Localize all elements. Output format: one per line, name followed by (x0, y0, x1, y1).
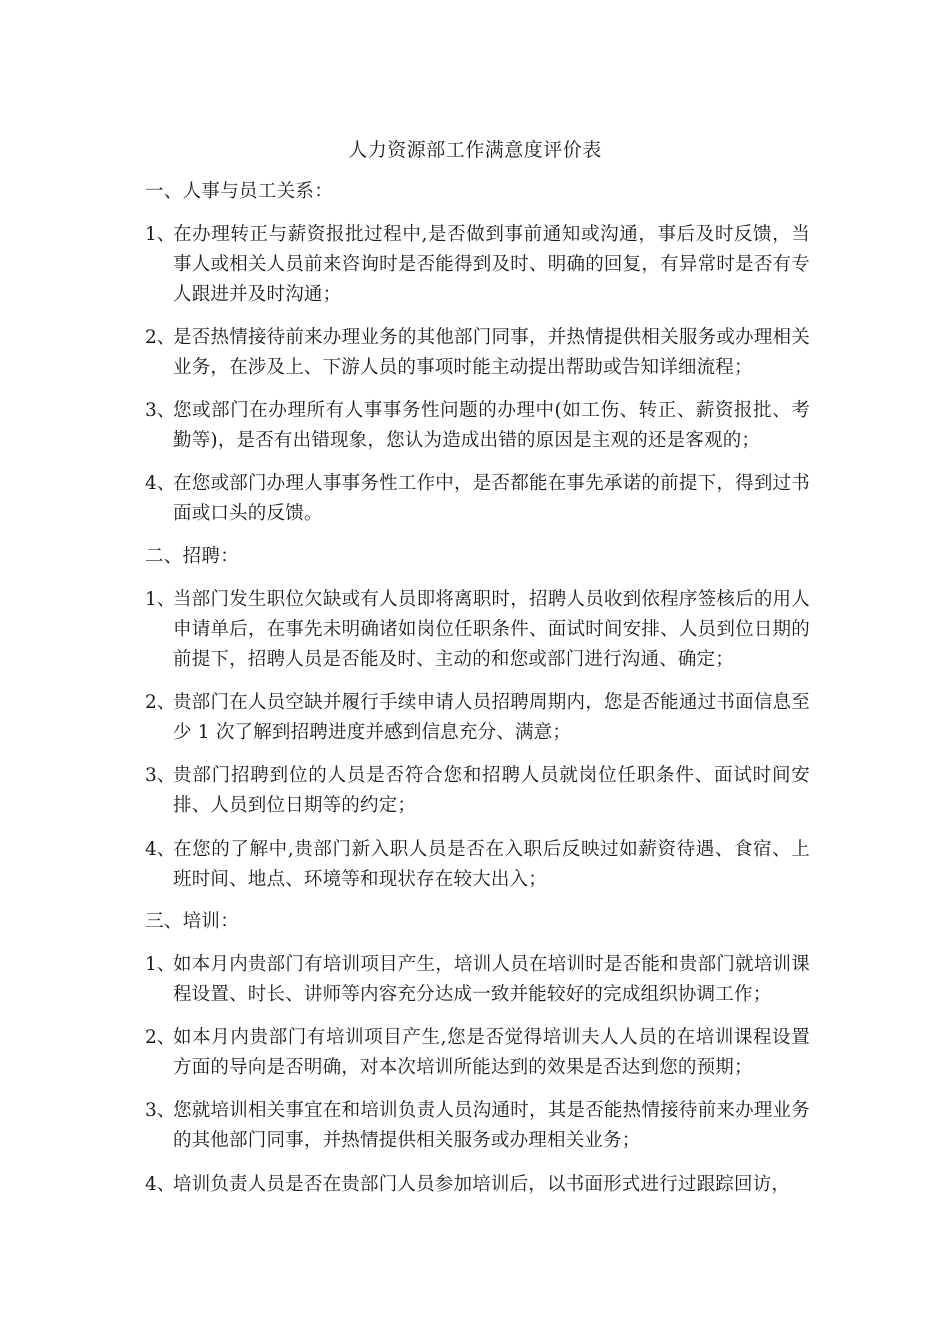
section-heading-recruitment: 二、招聘： (145, 546, 240, 567)
item-text: 贵部门招聘到位的人员是否符合您和招聘人员就岗位任职条件、面试时间安排、人员到位日期等的约定； (173, 765, 810, 816)
item-text: 贵部门在人员空缺并履行手续申请人员招聘周期内，您是否能通过书面信息至少 1 次了解到招聘进度并感到信息充分、满意； (173, 692, 810, 743)
list-item (145, 761, 810, 821)
item-text: 当部门发生职位欠缺或有人员即将离职时，招聘人员收到依程序签核后的用人申请单后，在事先未明确诸如岗位任职条件、面试时间安排、人员到位日期的前提下，招聘人员是否能及时、主动的和您或部门进行沟通、确定； (173, 589, 810, 670)
section-heading-personnel: 一、人事与员工关系： (145, 181, 334, 202)
list-item (145, 396, 810, 456)
list-item (145, 950, 810, 1010)
item-text: 在您的了解中,贵部门新入职人员是否在入职后反映过如薪资待遇、食宿、上班时间、地点、环境等和现状存在较大出入； (173, 839, 810, 890)
list-item (145, 835, 810, 895)
list-item (145, 469, 810, 529)
item-number: 3、 (145, 400, 176, 421)
item-number: 4、 (145, 1174, 176, 1195)
item-text: 在办理转正与薪资报批过程中,是否做到事前通知或沟通，事后及时反馈，当事人或相关人员前来咨询时是否能得到及时、明确的回复，有异常时是否有专人跟进并及时沟通； (173, 224, 810, 305)
item-number: 1、 (145, 224, 176, 245)
item-text: 是否热情接待前来办理业务的其他部门同事，并热情提供相关服务或办理相关业务，在涉及上、下游人员的事项时能主动提出帮助或告知详细流程； (173, 327, 810, 378)
list-item (145, 323, 810, 383)
item-text: 您或部门在办理所有人事事务性问题的办理中(如工伤、转正、薪资报批、考勤等)，是否有出错现象，您认为造成出错的原因是主观的还是客观的； (173, 400, 810, 451)
item-number: 2、 (145, 1027, 176, 1048)
document-title: 人力资源部工作满意度评价表 (348, 139, 602, 161)
list-item (145, 220, 810, 310)
item-text: 如本月内贵部门有培训项目产生，培训人员在培训时是否能和贵部门就培训课程设置、时长、讲师等内容充分达成一致并能较好的完成组织协调工作； (173, 954, 810, 1005)
item-number: 3、 (145, 1100, 176, 1121)
item-number: 4、 (145, 839, 176, 860)
list-item (145, 1170, 810, 1200)
section-heading-training: 三、培训： (145, 911, 240, 932)
item-text: 在您或部门办理人事事务性工作中，是否都能在事先承诺的前提下，得到过书面或口头的反馈。 (173, 473, 810, 524)
item-number: 1、 (145, 589, 176, 610)
item-number: 3、 (145, 765, 176, 786)
list-item (145, 1096, 810, 1156)
list-item (145, 1023, 810, 1083)
item-number: 2、 (145, 692, 176, 713)
item-number: 4、 (145, 473, 176, 494)
list-item (145, 688, 810, 748)
item-text: 如本月内贵部门有培训项目产生,您是否觉得培训夫人人员的在培训课程设置方面的导向是否明确，对本次培训所能达到的效果是否达到您的预期； (173, 1027, 810, 1078)
item-number: 1、 (145, 954, 176, 975)
list-item (145, 585, 810, 675)
item-number: 2、 (145, 327, 176, 348)
item-text: 培训负责人员是否在贵部门人员参加培训后，以书面形式进行过跟踪回访， (173, 1174, 791, 1195)
item-text: 您就培训相关事宜在和培训负责人员沟通时，其是否能热情接待前来办理业务的其他部门同事，并热情提供相关服务或办理相关业务； (173, 1100, 810, 1151)
